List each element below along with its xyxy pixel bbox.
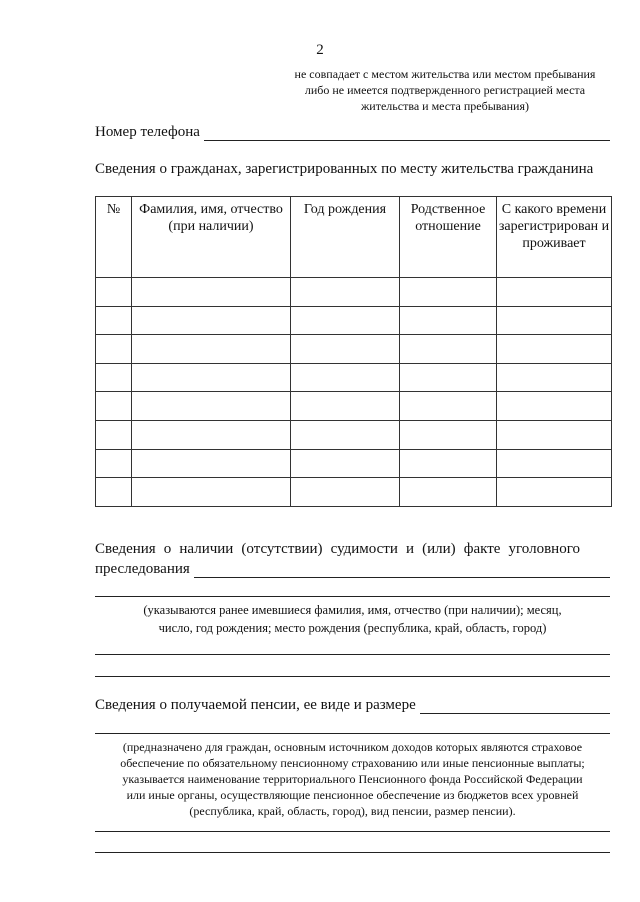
column-header-number: № [96,197,132,278]
registered-citizens-heading: Сведения о гражданах, зарегистрированных по месту жительства гражданина [95,161,594,177]
table-cell[interactable] [291,335,400,364]
conviction-heading-word: (отсутствии) [241,541,323,557]
table-cell[interactable] [132,392,291,421]
table-cell[interactable] [96,335,132,364]
pension-blank-line[interactable] [95,831,610,832]
pension-label: Сведения о получаемой пенсии, ее виде и размере [95,697,416,713]
table-cell[interactable] [291,306,400,335]
table-cell[interactable] [400,449,497,478]
table-cell[interactable] [291,449,400,478]
table-cell[interactable] [497,478,612,507]
table-cell[interactable] [132,335,291,364]
table-cell[interactable] [96,278,132,307]
conviction-label: преследования [95,561,190,577]
registered-citizens-table [95,196,612,507]
table-cell[interactable] [400,278,497,307]
table-cell[interactable] [132,478,291,507]
pension-hint-line: или иные органы, осуществляющие пенсионное обеспечение из бюджетов всех уровней [126,788,579,802]
address-note [270,66,620,114]
table-cell[interactable] [497,392,612,421]
conviction-hint-line: (указываются ранее имевшиеся фамилия, имя, отчество (при наличии); месяц, [143,603,562,617]
table-cell[interactable] [96,420,132,449]
table-cell[interactable] [497,420,612,449]
conviction-blank-line[interactable] [95,596,610,597]
conviction-heading [95,541,580,558]
table-cell[interactable] [132,306,291,335]
conviction-hint-line: число, год рождения; место рождения (республика, край, область, город) [158,621,547,635]
table-cell[interactable] [497,363,612,392]
conviction-heading-word: Сведения [95,541,156,557]
pension-hint-line: указывается наименование территориального Пенсионного фонда Российской Федерации [122,772,583,786]
pension-field[interactable] [420,699,610,714]
conviction-row [95,561,610,578]
table-cell[interactable] [400,392,497,421]
conviction-hint [110,601,595,637]
conviction-heading-word: уголовного [508,541,580,557]
column-header-relation: Родственное отношение [400,197,497,278]
table-row [96,449,612,478]
table-cell[interactable] [96,363,132,392]
column-header-birth-year: Год рождения [291,197,400,278]
table-cell[interactable] [96,478,132,507]
table-cell[interactable] [291,392,400,421]
table-cell[interactable] [96,392,132,421]
table-cell[interactable] [400,363,497,392]
table-header-row [96,197,612,278]
table-cell[interactable] [96,306,132,335]
column-header-full-name: Фамилия, имя, отчество (при наличии) [132,197,291,278]
address-note-line: либо не имеется подтвержденного регистрацией места [304,83,586,97]
table-cell[interactable] [497,335,612,364]
conviction-heading-word: о [163,541,172,557]
table-cell[interactable] [132,449,291,478]
address-note-line: жительства и места пребывания) [361,99,529,113]
conviction-heading-word: и [405,541,415,557]
conviction-blank-line[interactable] [95,676,610,677]
table-cell[interactable] [291,363,400,392]
table-row [96,306,612,335]
table-cell[interactable] [497,306,612,335]
table-row [96,420,612,449]
table-cell[interactable] [400,420,497,449]
pension-row [95,697,610,714]
table-cell[interactable] [497,278,612,307]
table-cell[interactable] [400,335,497,364]
table-row [96,278,612,307]
table-cell[interactable] [497,449,612,478]
table-cell[interactable] [291,420,400,449]
table-row [96,363,612,392]
conviction-heading-word: (или) [422,541,456,557]
table-cell[interactable] [96,449,132,478]
column-header-registered-since: С какого времени зарегистрирован и проживает [497,197,612,278]
table-cell[interactable] [291,278,400,307]
page-number: 2 [316,42,324,58]
conviction-heading-word: факте [463,541,501,557]
table-cell[interactable] [400,306,497,335]
conviction-blank-line[interactable] [95,654,610,655]
table-row [96,392,612,421]
phone-field[interactable] [204,126,610,141]
phone-row [95,124,610,141]
table-cell[interactable] [132,420,291,449]
table-cell[interactable] [132,363,291,392]
pension-hint-line: (республика, край, область, город), вид пенсии, размер пенсии). [189,804,516,818]
conviction-field[interactable] [194,563,610,578]
address-note-line: не совпадает с местом жительства или местом пребывания [294,67,596,81]
table-cell[interactable] [291,478,400,507]
pension-blank-line[interactable] [95,852,610,853]
table-row [96,335,612,364]
conviction-heading-word: наличии [179,541,234,557]
table-row [96,478,612,507]
pension-hint-line: (предназначено для граждан, основным источником доходов которых являются страховое [122,740,583,754]
phone-label: Номер телефона [95,124,200,140]
pension-hint [95,739,610,819]
table-cell[interactable] [400,478,497,507]
conviction-heading-word: судимости [330,541,398,557]
table-cell[interactable] [132,278,291,307]
pension-blank-line[interactable] [95,733,610,734]
pension-hint-line: обеспечение по обязательному пенсионному страхованию или иные пенсионные выплаты; [120,756,585,770]
